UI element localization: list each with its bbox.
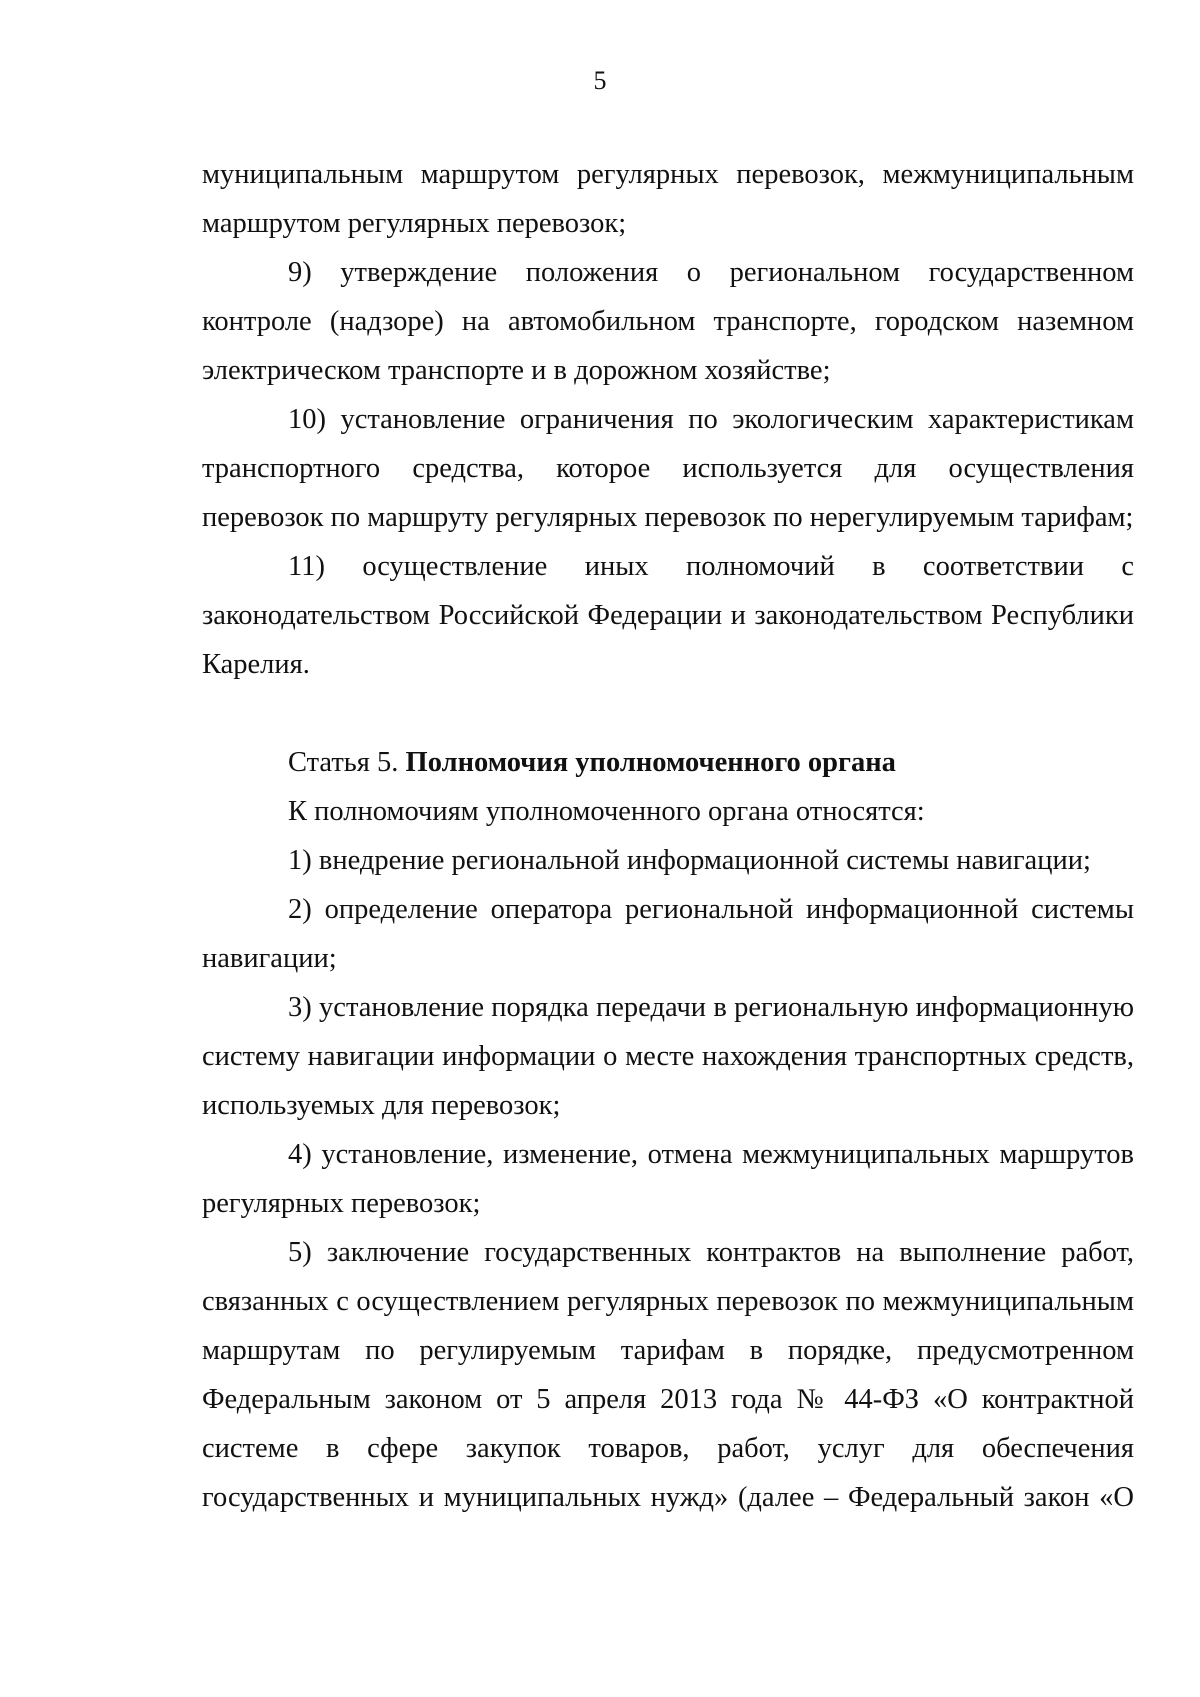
paragraph-continuation: муниципальным маршрутом регулярных перевозок, межмуниципальным маршрутом регулярных перевозок; xyxy=(202,159,1134,239)
list-item-5: 5) заключение государственных контрактов на выполнение работ, связанных с осуществлением регулярных перевозок по межмуниципальным маршрутам по регулируемым тарифам в порядке, предусмотренном Федеральным законом от 5 апреля 2013 года № 44-ФЗ «О контрактной системе в сфере закупок товаров, работ, услуг для обеспечения государственных и муниципальных нужд» (далее – Федеральный закон «О xyxy=(202,1237,1134,1513)
list-item-1: 1) внедрение региональной информационной системы навигации; xyxy=(288,845,1091,876)
article-title: Полномочия уполномоченного органа xyxy=(405,747,896,778)
page-number: 5 xyxy=(593,66,607,95)
article-heading xyxy=(202,738,1134,787)
list-item-10: 10) установление ограничения по экологическим характеристикам транспортного средства, которое используется для осуществления перевозок по маршруту регулярных перевозок по нерегулируемым тарифам; xyxy=(202,404,1134,533)
list-item-2: 2) определение оператора региональной информационной системы навигации; xyxy=(202,894,1134,974)
section-spacer xyxy=(202,689,1134,738)
article-intro: К полномочиям уполномоченного органа относятся: xyxy=(288,796,925,827)
list-item-3: 3) установление порядка передачи в региональную информационную систему навигации информации о месте нахождения транспортных средств, используемых для перевозок; xyxy=(202,992,1134,1121)
document-body xyxy=(202,150,1134,1522)
article-label: Статья 5. xyxy=(288,747,399,778)
list-item-11: 11) осуществление иных полномочий в соответствии с законодательством Российской Федерации и законодательством Республики Карелия. xyxy=(202,551,1134,680)
list-item-4: 4) установление, изменение, отмена межмуниципальных маршрутов регулярных перевозок; xyxy=(202,1139,1134,1219)
list-item-9: 9) утверждение положения о региональном государственном контроле (надзоре) на автомобильном транспорте, городском наземном электрическом транспорте и в дорожном хозяйстве; xyxy=(202,257,1134,386)
